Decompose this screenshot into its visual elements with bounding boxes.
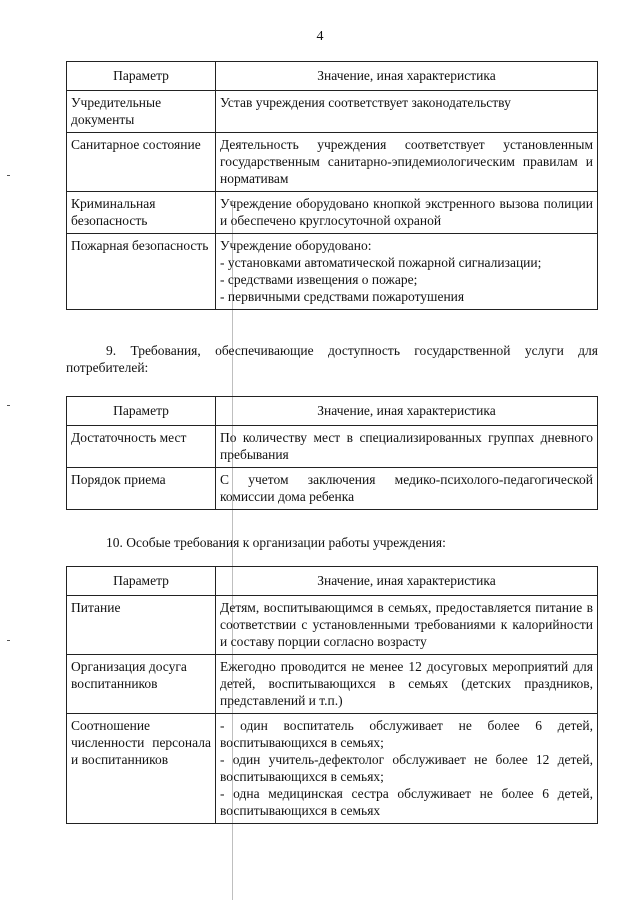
column-header-parameter: Параметр [67, 397, 216, 426]
row-parameter: Криминальная безопасность [67, 192, 216, 234]
row-value: С учетом заключения медико-психолого-педагогической комиссии дома ребенка [216, 468, 598, 510]
list-line: Учреждение оборудовано: [220, 238, 372, 253]
row-parameter: Пожарная безопасность [67, 234, 216, 310]
table-row [67, 596, 598, 655]
column-header-value: Значение, иная характеристика [216, 62, 598, 91]
row-parameter: Организация досуга воспитанников [67, 655, 216, 714]
margin-mark [7, 175, 10, 176]
margin-mark [7, 405, 10, 406]
list-line: - установками автоматической пожарной сигнализации; [220, 255, 542, 270]
row-parameter: Питание [67, 596, 216, 655]
row-parameter: Учредительные документы [67, 91, 216, 133]
table-row [67, 714, 598, 824]
row-value-list [216, 714, 598, 824]
row-parameter: Санитарное состояние [67, 133, 216, 192]
row-value: Ежегодно проводится не менее 12 досуговых мероприятий для детей, воспитывающихся в семьях (детских праздников, представлений и т.п.) [216, 655, 598, 714]
table-header-row [67, 62, 598, 91]
margin-mark [7, 640, 10, 641]
row-value: Деятельность учреждения соответствует установленным государственным санитарно-эпидемиологическим правилам и нормативам [216, 133, 598, 192]
row-parameter: Достаточность мест [67, 426, 216, 468]
row-value-list [216, 234, 598, 310]
page-number: 4 [316, 29, 324, 44]
row-parameter: Порядок приема [67, 468, 216, 510]
column-header-parameter: Параметр [67, 567, 216, 596]
table-row [67, 91, 598, 133]
row-value: Детям, воспитывающимся в семьях, предоставляется питание в соответствии с установленными требованиями к калорийности и составу порции согласно возрасту [216, 596, 598, 655]
row-value: По количеству мест в специализированных группах дневного пребывания [216, 426, 598, 468]
table-row [67, 468, 598, 510]
table-header-row [67, 397, 598, 426]
row-parameter: Соотношение численности персонала и воспитанников [67, 714, 216, 824]
table-special-requirements [66, 566, 598, 824]
list-line: - один воспитатель обслуживает не более 6 детей, воспитывающихся в семьях; [220, 718, 593, 750]
column-header-parameter: Параметр [67, 62, 216, 91]
table-row [67, 426, 598, 468]
table-availability [66, 396, 598, 510]
section-9-heading: 9. Требования, обеспечивающие доступность государственной услуги для потребителей: [66, 343, 598, 375]
column-header-value: Значение, иная характеристика [216, 397, 598, 426]
list-line: - одна медицинская сестра обслуживает не более 6 детей, воспитывающихся в семьях [220, 786, 593, 818]
list-line: - один учитель-дефектолог обслуживает не более 12 детей, воспитывающихся в семьях; [220, 752, 593, 784]
table-row [67, 192, 598, 234]
column-header-value: Значение, иная характеристика [216, 567, 598, 596]
list-line: - первичными средствами пожаротушения [220, 289, 465, 304]
table-row [67, 234, 598, 310]
row-value: Устав учреждения соответствует законодательству [216, 91, 598, 133]
list-line: - средствами извещения о пожаре; [220, 272, 418, 287]
table-general-characteristics [66, 61, 598, 310]
table-header-row [67, 567, 598, 596]
row-value: Учреждение оборудовано кнопкой экстренного вызова полиции и обеспечено круглосуточной охраной [216, 192, 598, 234]
table-row [67, 133, 598, 192]
table-row [67, 655, 598, 714]
section-10-heading: 10. Особые требования к организации работы учреждения: [106, 535, 446, 550]
